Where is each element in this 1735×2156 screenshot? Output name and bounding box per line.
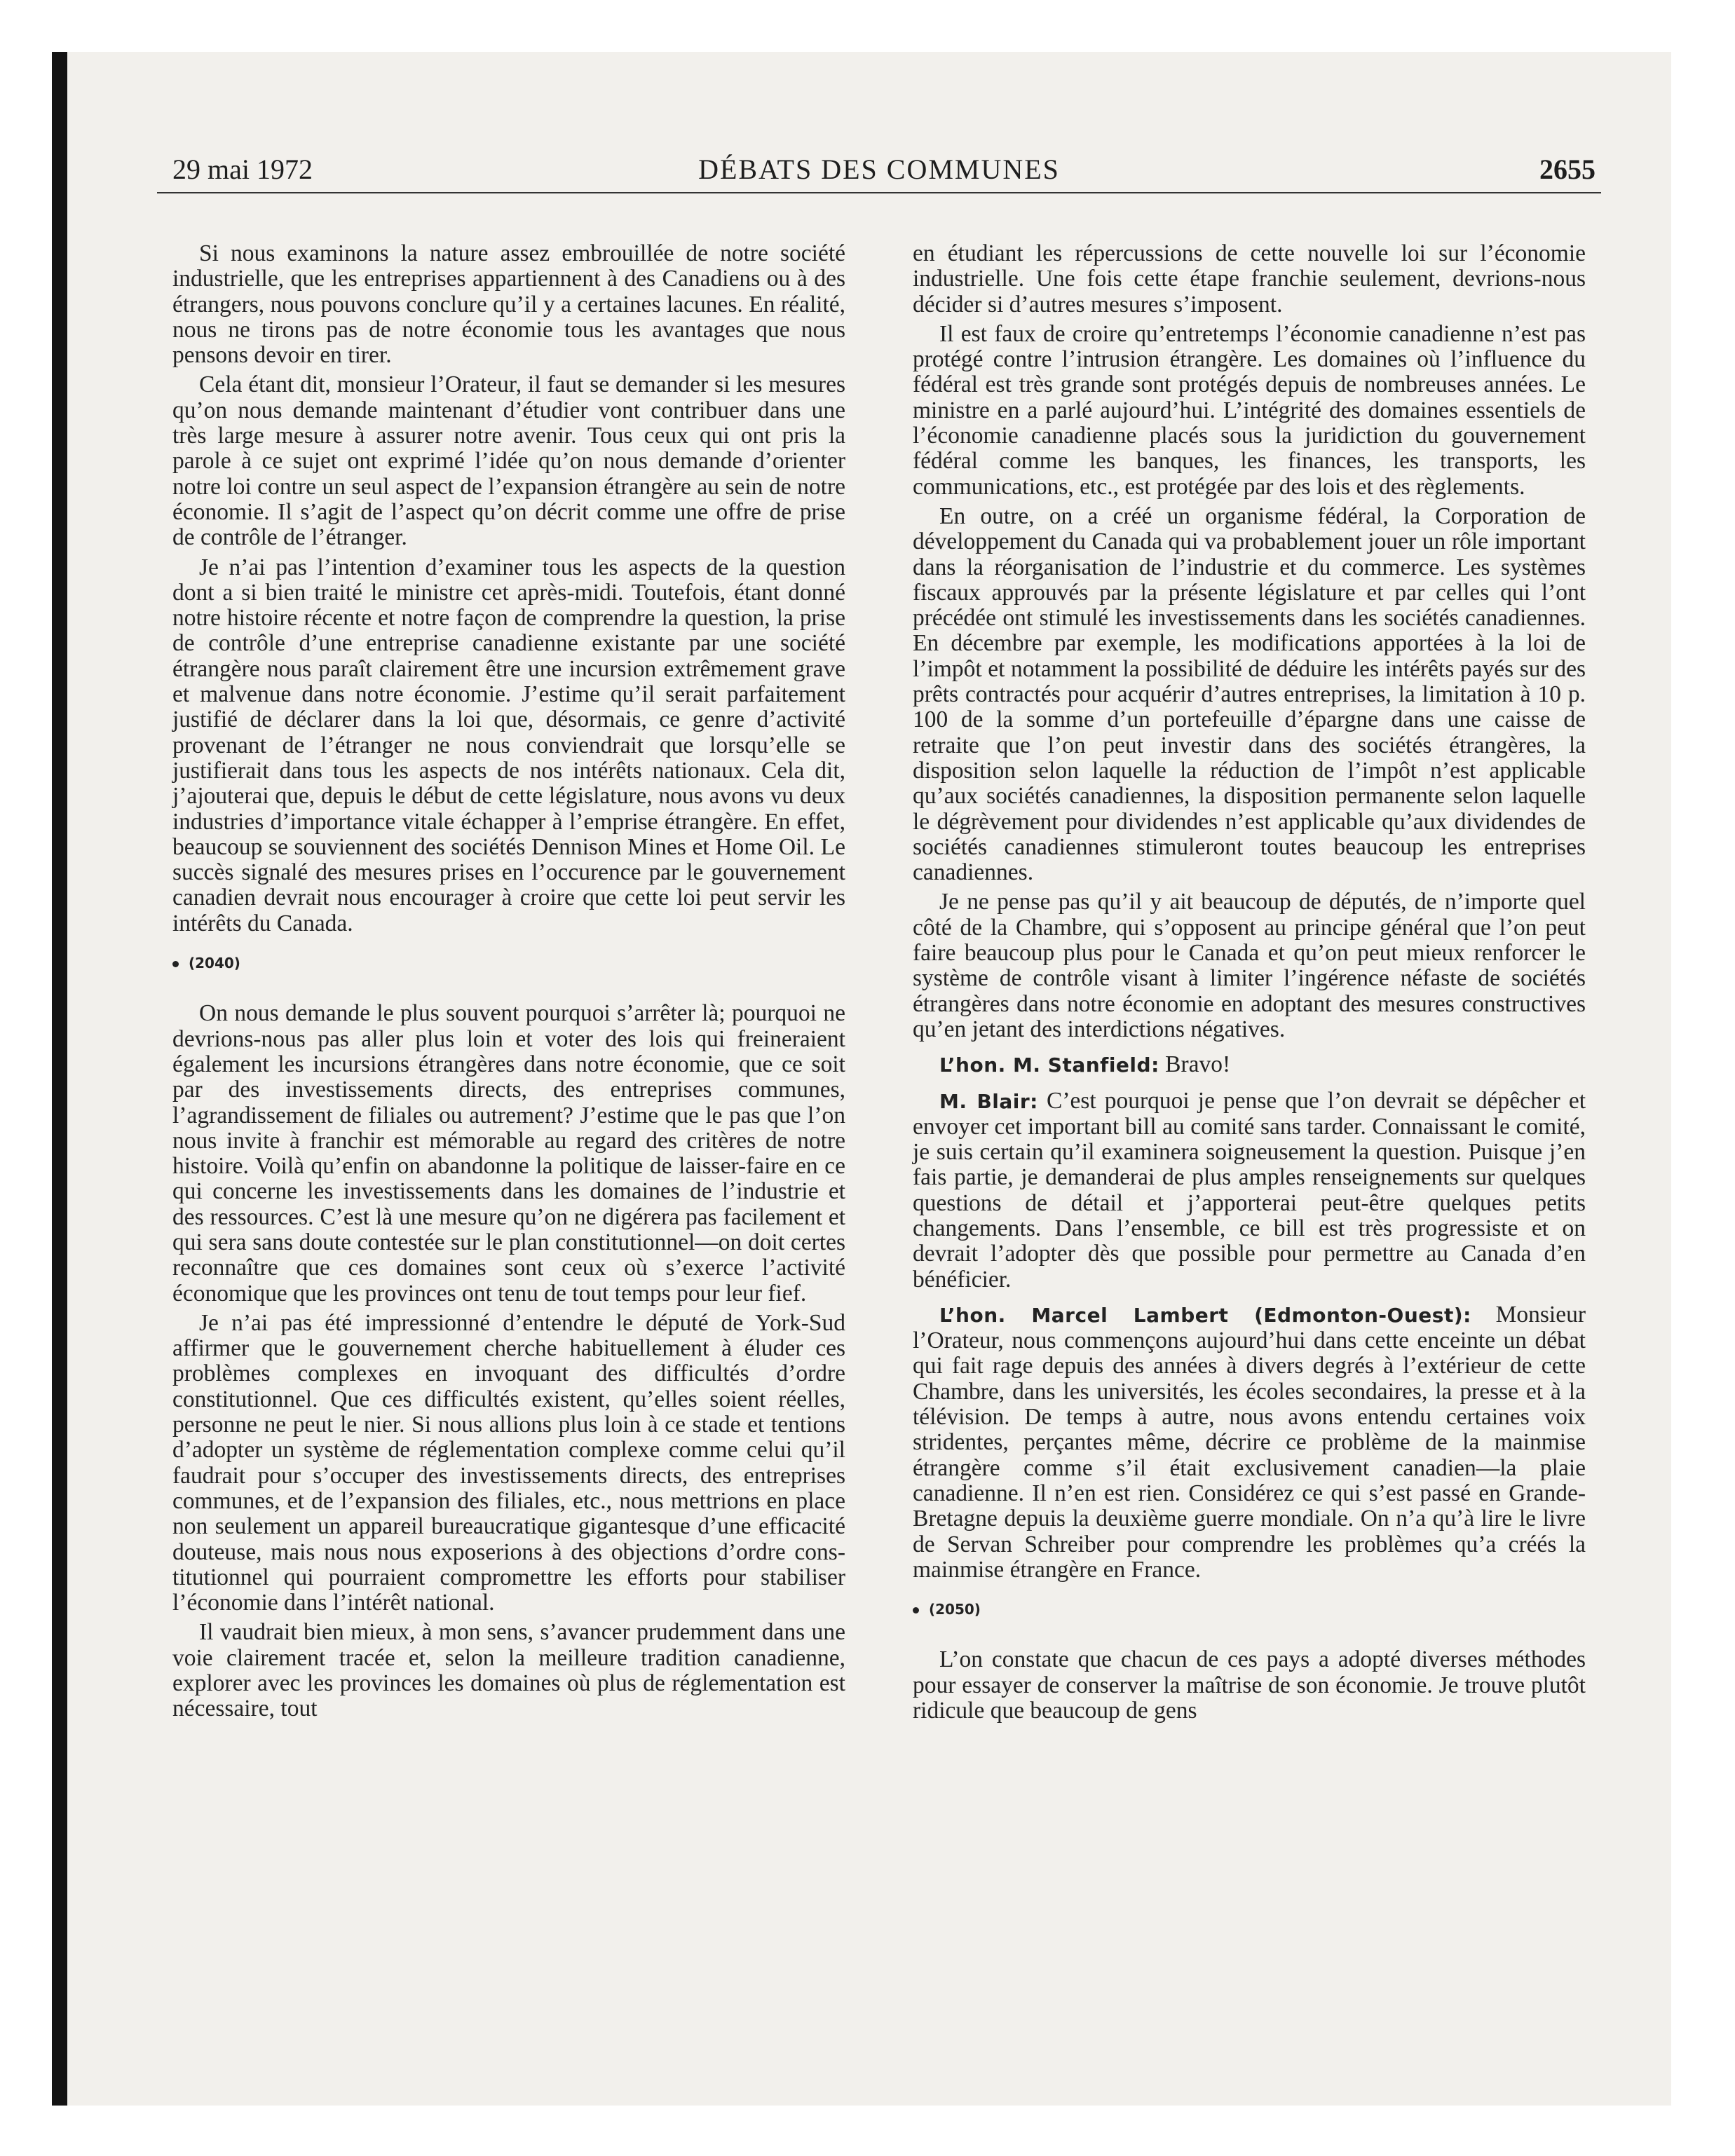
header-date: 29 mai 1972 bbox=[172, 153, 313, 185]
speech-lambert bbox=[913, 1302, 1586, 1583]
paragraph: Cela étant dit, monsieur l’Orateur, il faut se demander si les mesures qu’on nous demande maintenant d’étudier vont contribuer dans une très large mesure à assurer notre avenir. Tous ceux qui ont pris la parole à ce sujet ont exprimé l’idée qu’on nous demande d’orienter notre loi contre un seul aspect de l’expansion étrangère au sein de notre économie. Il s’agit de l’aspect qu’on décrit comme une offre de prise de contrôle de l’étranger. bbox=[172, 371, 845, 551]
left-column bbox=[172, 241, 845, 1722]
speech-text: C’est pourquoi je pense que l’on devrait se dépêcher et envoyer cet important bill au comité sans tarder. Connaissant le comité, je suis certain qu’il examinera soigneusement la question. Puisque j’en fais partie, je demanderai de plus amples renseignements sur quelques questions de détail et j’apporterai peut-être quelques petits changements. Dans l’ensemble, ce bill est très progressiste et on devrait l’adopter dès que possible pour permettre au Canada d’en bénéficier. bbox=[913, 1087, 1586, 1292]
header-title: DÉBATS DES COMMUNES bbox=[698, 153, 1060, 185]
page-number: 2655 bbox=[1539, 153, 1595, 185]
paragraph: Il est faux de croire qu’entretemps l’économie canadienne n’est pas protégé contre l’intrusion étrangère. Les domaines où l’influence du fédéral est très grande sont protégés depuis de nombreuses années. Le ministre en a parlé aujourd’hui. L’intégrité des domaines essentiels de l’économie canadienne placés sous la juridiction du gouvernement fédéral comme les banques, les finances, les transports, les communications, etc., est protégée par des lois et des règlements. bbox=[913, 320, 1586, 500]
speaker-name: M. Blair: bbox=[939, 1089, 1038, 1113]
paragraph: Il vaudrait bien mieux, à mon sens, s’avancer prudemment dans une voie clairement tracée et, selon la meilleure tradition canadienne, explorer avec les provinces les domaines où plus de réglementation est nécessaire, tout bbox=[172, 1619, 845, 1722]
paragraph: en étudiant les répercussions de cette nouvelle loi sur l’économie industrielle. Une fois cette étape franchie seulement, devrions-nous décider si d’autres mesures s’imposent. bbox=[913, 240, 1586, 318]
paragraph: Je n’ai pas l’intention d’examiner tous les aspects de la question dont a si bien traité le ministre cet après-midi. Toutefois, étant donné notre histoire récente et notre façon de comprendre la question, la prise de contrôle d’une entreprise canadienne existante par une société étrangère nous paraît clairement être une incursion extrêmement grave et malvenue dans notre économie. J’estime qu’il serait parfaitement justifié de déclarer dans la loi que, désormais, ce genre d’activité provenant de l’étranger ne nous conviendrait que lorsqu’elle se justifierait dans tous les aspects de nos intérêts nationaux. Cela dit, j’ajouterai que, depuis le début de cette législature, nous avons vu deux industries d’importance vitale échapper à l’emprise étrangère. En effet, beaucoup se souviennent des sociétés Dennison Mines et Home Oil. Le succès signalé des mesures prises en l’occurence par le gouvernement canadien devrait nous encourager à croire que cette loi peut servir les intérêts du Canada. bbox=[172, 554, 845, 936]
speaker-name: L’hon. Marcel Lambert (Edmonton-Ouest): bbox=[939, 1303, 1471, 1327]
paragraph: En outre, on a créé un organisme fédéral, la Corporation de développement du Canada qui va probablement jouer un rôle important dans la réorganisation de l’industrie et du commerce. Les systèmes fiscaux approuvés par la présente législature et par celles qui l’ont précédée ont stimulé les investissements dans les sociétés canadiennes. En décembre par exemple, les modifications apportées à la loi de l’impôt et notamment la possibilité de déduire les intérêts payés sur des prêts contractés pour acquérir d’autres entreprises, la limitation à 10 p. 100 de la somme d’un portefeuille d’épargne dans une caisse de retraite que l’on peut investir dans des sociétés étrangères, la disposition selon laquelle la réduction de l’impôt n’est applicable qu’aux sociétés canadiennes, la disposition permanente selon laquelle le dégrèvement pour dividendes n’est applicable qu’aux dividendes de sociétés canadiennes stimuleront toutes beaucoup les entreprises canadiennes. bbox=[913, 503, 1586, 886]
speech-text: Bravo! bbox=[1165, 1051, 1231, 1078]
bullet-icon bbox=[913, 1607, 919, 1613]
paragraph: On nous demande le plus souvent pourquoi s’arrêter là; pourquoi ne devrions-nous pas aller plus loin et voter des lois qui freineraient également les incursions étrangères dans notre économie, que ce soit par des investissements directs, des entreprises communes, l’agrandissement de filiales ou autrement? J’estime que le pas que l’on nous invite à franchir est mémorable au regard des critères de notre histoire. Voilà qu’enfin on abandonne la politique de laisser-faire en ce qui concerne les investissements dans les domaines de l’industrie et des ressources. C’est là une mesure qu’on ne digérera pas facilement et qui sera sans doute contestée sur le plan constitutionnel—on doit certes reconnaître que ces domaines sont ceux où s’exerce l’activité économique que les provinces ont tenu de tout temps pour leur fief. bbox=[172, 1000, 845, 1306]
paragraph: Si nous examinons la nature assez embrouillée de notre société industrielle, que les entreprises appartiennent à des Canadiens ou à des étrangers, nous pouvons conclure qu’il y a certaines lacunes. En réalité, nous ne tirons pas de notre économie tous les avantages que nous pensons devoir en tirer. bbox=[172, 240, 845, 369]
paragraph: Je ne pense pas qu’il y ait beaucoup de députés, de n’importe quel côté de la Chambre, qui s’opposent au principe général que l’on peut faire beaucoup plus pour le Canada et qu’on peut mieux renforcer le système de contrôle visant à limiter l’ingérence néfaste de sociétés étrangères dans notre économie en adoptant des mesures constructives qu’en jetant des interdictions négatives. bbox=[913, 889, 1586, 1042]
page-header bbox=[157, 153, 1601, 193]
time-marker-label: (2040) bbox=[189, 955, 240, 972]
speaker-name: L’hon. M. Stanfield: bbox=[939, 1053, 1159, 1077]
bullet-icon bbox=[172, 961, 179, 967]
paragraph: L’on constate que chacun de ces pays a adopté diverses méthodes pour essayer de conserver la maîtrise de son économie. Je trouve plutôt ridicule que beaucoup de gens bbox=[913, 1646, 1586, 1724]
speech-blair bbox=[913, 1089, 1586, 1292]
time-marker bbox=[913, 1597, 1586, 1622]
paragraph: Je n’ai pas été impressionné d’entendre le député de York-Sud affirmer que le gouvernement cherche habituellement à éluder ces problèmes complexes en invoquant des difficultés d’ordre constitutionnel. Que ces difficultés existent, qu’elles soient réelles, personne ne peut le nier. Si nous allions plus loin à ce stade et tentions d’adopter un système de réglementation complexe comme celui qu’il faudrait pour s’occuper des investissements directs, des entreprises communes, et de l’expansion des filiales, etc., nous mettrions en place non seulement un appareil bureaucratique gigantesque d’une efficacité douteuse, mais nous nous exposerions à des objections d’ordre constitutionnel qui pourraient compromettre les efforts pour stabiliser l’économie dans l’intérêt national. bbox=[172, 1309, 845, 1616]
speech-text: Monsieur l’Orateur, nous commençons aujourd’hui dans cette enceinte un débat qui fait rage depuis des années à divers degrés à l’extérieur de cette Chambre, dans les universités, les écoles secondaires, la presse et à la télévision. De temps à autre, nous avons entendu certaines voix stridentes, perçantes même, décrire ce problème de la mainmise étrangère comme s’il était exclusivement canadien—la plaie canadienne. Il n’en est rien. Considérez ce qui s’est passé en Grande-Bretagne depuis la deuxième guerre mondiale. On n’a qu’à lire le livre de Servan Schreiber pour comprendre les problèmes qu’a créés la mainmise étrangère en France. bbox=[913, 1301, 1586, 1583]
time-marker bbox=[172, 950, 845, 976]
right-column bbox=[913, 241, 1586, 1724]
speech-stanfield bbox=[913, 1052, 1586, 1078]
time-marker-label: (2050) bbox=[929, 1601, 981, 1618]
